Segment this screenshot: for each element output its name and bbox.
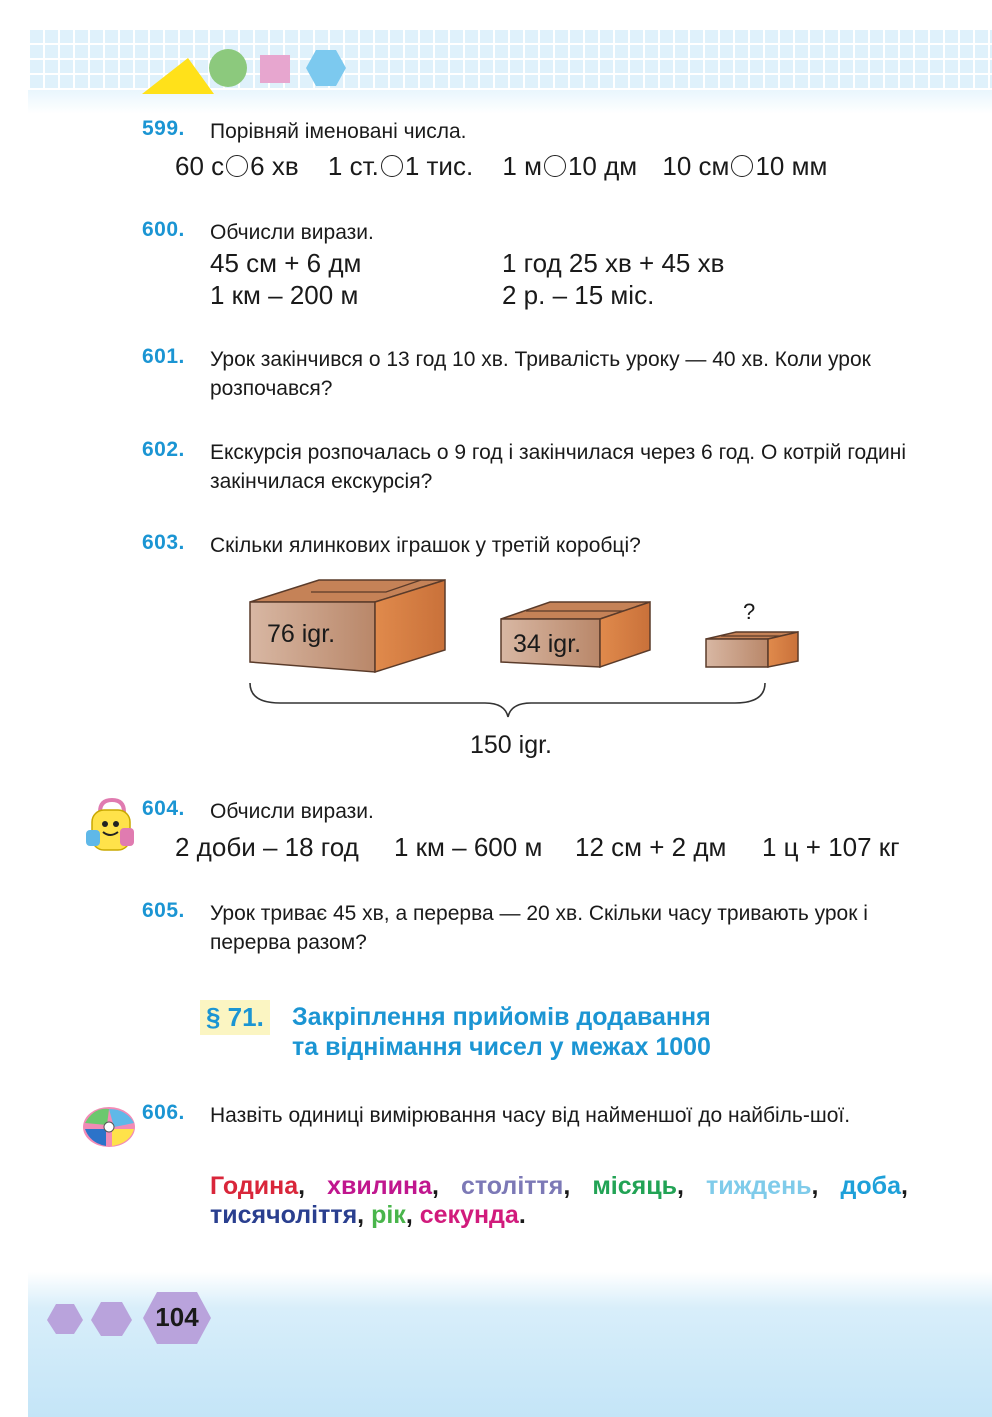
expression: 2 р. – 15 міс. (502, 280, 655, 310)
time-unit-word: століття (460, 1172, 564, 1200)
comparison-left: 1 ст. (327, 151, 379, 181)
section-title-line: Закріплення прийомів додавання (292, 1003, 711, 1031)
box-large-label: 76 igr. (267, 620, 336, 648)
task-text: Обчисли вирази. (210, 221, 374, 244)
time-units-list: Година, хвилина, століття, місяць, тиждень, доба, тисячоліття, рік, секунда. (210, 1172, 908, 1229)
time-unit-word: секунда (419, 1201, 519, 1229)
triangle-shape (142, 58, 214, 94)
task-number: 602. (142, 438, 185, 461)
task-number: 604. (142, 797, 185, 820)
time-unit-word: місяць (592, 1172, 677, 1200)
task-text: Обчисли вирази. (210, 800, 374, 823)
expression: 45 см + 6 дм (210, 248, 362, 278)
time-unit-word: тиждень (705, 1172, 812, 1200)
task-600 (142, 218, 912, 248)
time-unit-word: рік (371, 1201, 406, 1229)
task-text: Екскурсія розпочалась о 9 год і закінчилася через 6 год. О котрій годині закінчилася екскурсія? (210, 441, 906, 493)
comparison-left: 10 см (662, 151, 730, 181)
section-title-line: та віднімання чисел у межах 1000 (292, 1033, 711, 1061)
task-601 (142, 345, 912, 405)
time-unit-word: Година (210, 1172, 299, 1200)
comparison-right: 10 дм (567, 151, 638, 181)
expression: 1 км – 600 м (394, 832, 543, 862)
box-medium-label: 34 igr. (513, 630, 582, 658)
compare-circle[interactable] (544, 155, 566, 177)
expression: 1 ц + 107 кг (762, 832, 900, 862)
footer-hexagons (44, 1290, 219, 1350)
task-605 (142, 899, 912, 959)
expression: 2 доби – 18 год (175, 832, 359, 862)
expression: 12 см + 2 дм (575, 832, 727, 862)
section-number-box (200, 1000, 270, 1035)
question-mark: ? (743, 599, 756, 624)
total-label: 150 igr. (470, 731, 553, 759)
task-number: 603. (142, 531, 185, 554)
boxes-illustration (240, 575, 820, 765)
task-text: Урок закінчився о 13 год 10 хв. Тривалість уроку — 40 хв. Коли урок розпочався? (210, 348, 871, 400)
hexagon-shape (47, 1304, 83, 1334)
comparison-left: 60 с (175, 151, 225, 181)
section-number: § 71. (206, 1002, 264, 1032)
square-shape (260, 55, 290, 83)
task-603 (142, 531, 912, 561)
circle-shape (209, 49, 247, 87)
task-number: 606. (142, 1101, 185, 1124)
expression: 1 год 25 хв + 45 хв (502, 248, 725, 278)
task-number: 599. (142, 117, 185, 140)
task-text: Урок триває 45 хв, а перерва — 20 хв. Скільки часу тривають урок і перерва разом? (210, 902, 868, 954)
task-604 (142, 797, 912, 827)
task-number: 605. (142, 899, 185, 922)
task-text: Порівняй іменовані числа. (210, 120, 467, 143)
time-unit-word: тисячоліття (210, 1201, 358, 1229)
task-602 (142, 438, 912, 498)
task-number: 600. (142, 218, 185, 241)
task-606 (142, 1101, 912, 1163)
compare-circle[interactable] (226, 155, 248, 177)
time-unit-word: хвилина (327, 1172, 432, 1200)
task-text: Назвіть одиниці вимірювання часу від найменшої до найбіль-шої. (210, 1104, 851, 1127)
task-text: Скільки ялинкових іграшок у третій коробці? (210, 534, 641, 557)
box-small (706, 632, 798, 667)
comparison-row (175, 151, 827, 182)
backpack-icon (84, 798, 140, 854)
compare-circle[interactable] (731, 155, 753, 177)
comparison-right: 6 хв (250, 151, 299, 181)
comparison-left: 1 м (502, 151, 542, 181)
puzzle-globe-icon (80, 1103, 138, 1149)
task-number: 601. (142, 345, 185, 368)
time-unit-word: доба (840, 1172, 902, 1200)
hexagon-shape (306, 50, 346, 86)
comparison-right: 1 тис. (404, 151, 474, 181)
section-title (292, 1002, 711, 1062)
compare-circle[interactable] (381, 155, 403, 177)
header-shapes (140, 46, 350, 98)
comparison-right: 10 мм (755, 151, 828, 181)
brace-line (250, 683, 765, 717)
page-number: 104 (155, 1302, 199, 1332)
hexagon-shape (91, 1302, 132, 1336)
expression: 1 км – 200 м (210, 280, 359, 310)
